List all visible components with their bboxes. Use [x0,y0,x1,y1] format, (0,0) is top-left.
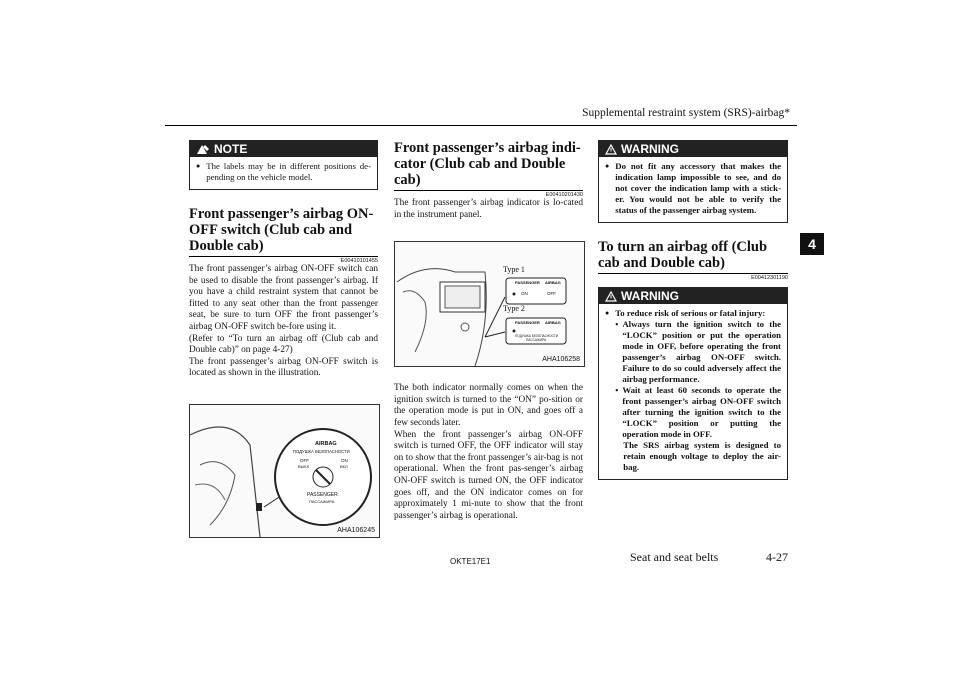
footer-page [630,550,788,565]
section-heading-switch: Front passenger’s airbag ON-OFF switch (Club cab and Double cab) [189,206,374,254]
indicator-illustration [394,241,585,367]
switch-label-passenger: PASSENGER [307,491,338,498]
column-1 [189,140,378,538]
warning-item: Always turn the ignition switch to the “LOCK” position or put the operation mode in OFF, before operating the front passenger’s airbag ON-OFF switch. Failure to do so could adversely affect the airbag performance. [622,319,781,384]
body-paragraph: The front passenger’s airbag indicator is lo-cated in the instrument panel. [394,198,583,220]
column-3 [598,140,788,480]
warning-box-1 [598,140,788,223]
indicator-airbag-text: AIRBAG [545,280,561,286]
bullet-icon: ● [605,162,610,170]
section-heading-indicator: Front passenger’s airbag indi-cator (Club cab and Double cab) [394,140,581,188]
instrument-panel-drawing [395,242,584,366]
switch-label-on-cyr: ВКЛ [340,463,348,469]
warning-text: Do not fit any accessory that makes the indication lamp impossible to see, and do not cover the indication lamp with a stick-er. You would not be able to verify the status of the passenger airbag system. [615,161,781,215]
warning-title: WARNING [621,289,679,303]
sub-bullet-icon: • [615,385,619,395]
switch-drawing [190,405,379,537]
footer-code: OKTE17E1 [450,557,491,566]
indicator2-passenger-text: PASSENGER [515,320,540,326]
note-icon [196,144,210,155]
switch-label-off-cyr: ВЫКЛ [298,463,310,469]
sub-bullet-icon: • [615,319,619,329]
header-rule [165,125,797,126]
indicator2-cyrillic: ПОДУШКА БЕЗОПАСНОСТИ [515,334,559,339]
bullet-icon: ● [196,162,201,170]
figure-label: AHA106258 [542,356,580,364]
page-number: 4-27 [766,550,788,564]
figure-label: AHA106245 [337,526,375,534]
warning-title: WARNING [621,142,679,156]
body-paragraph: The front passenger’s airbag ON-OFF switch can be used to disable the front passenger’s airbag. If you have a child restraint system that cannot be fitted to any seat other than the front passenger seat, be sure to turn OFF the front passenger’s airbag ON-OFF switch be-fore using it. [189,264,378,332]
warning-triangle-icon [605,144,617,155]
type1-label: Type 1 [503,265,525,275]
heading-rule [598,273,788,274]
running-head: Supplemental restraint system (SRS)-airbag* [582,107,790,119]
heading-rule [394,190,583,191]
heading-rule [189,256,378,257]
section-code: E00410201430 [545,192,583,198]
warning-triangle-icon [605,291,617,302]
type2-label: Type 2 [503,304,525,314]
section-code: E00410101455 [340,258,378,264]
warning-header [599,141,787,157]
note-box [189,140,378,190]
switch-label-passenger-cyr: ПАССАЖИРА [309,498,335,504]
section-heading-turn-off: To turn an airbag off (Club cab and Double cab) [598,239,768,271]
body-paragraph: The both indicator normally comes on when the ignition switch is turned to the “ON” po-sition or the operation mode is put in ON, and goes off a few seconds later. [394,383,583,428]
warning-tail: The SRS airbag system is designed to retain enough voltage to deploy the air-bag. [623,440,781,472]
note-title: NOTE [214,142,248,156]
footer-section: Seat and seat belts [630,550,719,564]
warning-item: Wait at least 60 seconds to operate the front passenger’s airbag ON-OFF switch after turning the ignition switch to the “LOCK” position or putting the operation mode in OFF. [622,385,781,439]
indicator-passenger-text: PASSENGER [515,280,540,286]
note-header [190,141,377,157]
bullet-icon: ● [605,309,610,317]
indicator-on-text: ON [521,291,528,297]
indicator2-cyrillic-2: ПАССАЖИРА [526,338,547,343]
column-2 [394,140,583,522]
warning-header [599,288,787,304]
body-paragraph: (Refer to “To turn an airbag off (Club cab and Double cab)” on page 4-27) [189,333,378,356]
switch-label-cyrillic: ПОДУШКА БЕЗОПАСНОСТИ [293,448,350,454]
section-code: E00412301190 [751,275,788,281]
switch-label-airbag: AIRBAG [315,440,337,447]
body-paragraph: The front passenger’s airbag ON-OFF switch is located as shown in the illustration. [189,356,378,379]
switch-label-on: ON [341,457,348,463]
switch-label-off: OFF [300,457,309,463]
body-paragraph: When the front passenger’s airbag ON-OFF switch is turned OFF, the OFF indicator will stay on to show that the front passenger’s air-bag is not operational. When the front pas-senger’s airbag ON-OFF switch is turned ON, the OFF indicator goes off, and the ON indicator comes on for approximately 1 mi-nute to show that the front passenger’s airbag is operational. [394,429,583,521]
warning-box-2 [598,287,788,480]
chapter-tab: 4 [800,233,824,255]
indicator-off-text: OFF [547,291,556,297]
indicator2-airbag-text: AIRBAG [545,320,561,326]
note-text: The labels may be in different positions de-pending on the vehicle model. [206,161,371,182]
switch-illustration [189,404,380,538]
warning-lead: To reduce risk of serious or fatal injury: [615,308,766,318]
